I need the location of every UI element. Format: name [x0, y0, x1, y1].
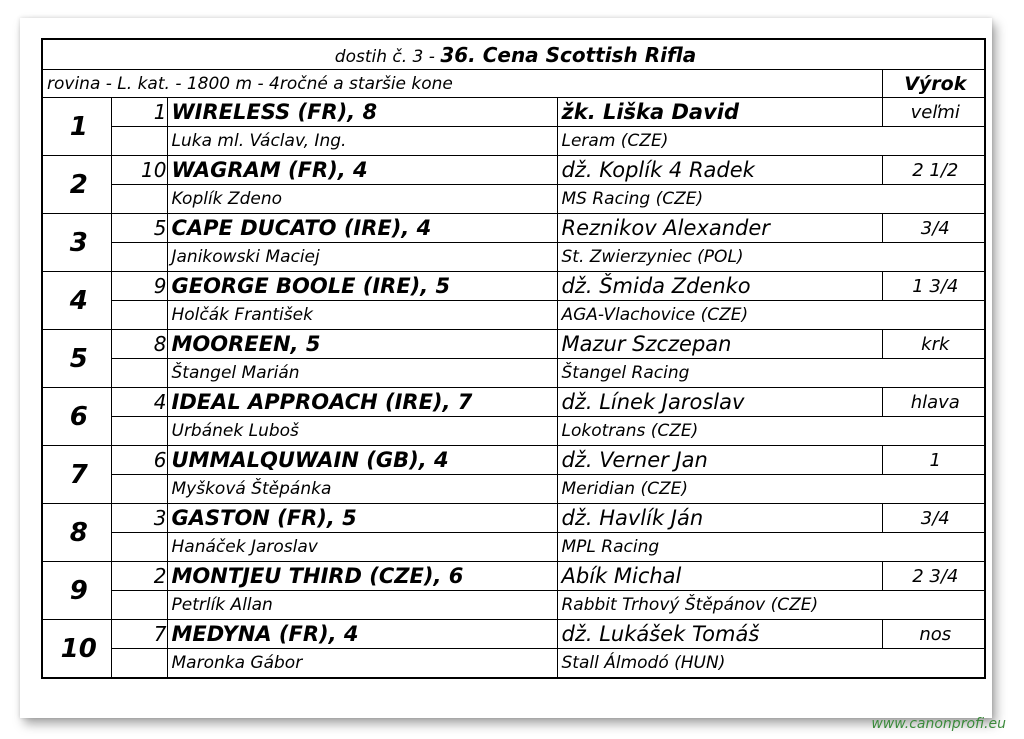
- place-cell: 6: [42, 388, 111, 446]
- number-blank: [111, 359, 167, 388]
- trainer-name: Maronka Gábor: [167, 649, 557, 679]
- start-number: 5: [111, 214, 167, 243]
- result-subrow: [42, 591, 985, 620]
- margin-cell: nos: [882, 620, 985, 649]
- result-row: [42, 620, 985, 649]
- result-subrow: [42, 649, 985, 679]
- margin-cell: veľmi: [882, 98, 985, 127]
- start-number: 10: [111, 156, 167, 185]
- jockey-name: dž. Lukášek Tomáš: [557, 620, 882, 649]
- margin-cell: 2 3/4: [882, 562, 985, 591]
- race-prefix: dostih č. 3 -: [334, 46, 441, 67]
- owner-name: St. Zwierzyniec (POL): [557, 243, 985, 272]
- owner-name: Leram (CZE): [557, 127, 985, 156]
- jockey-name: dž. Koplík 4 Radek: [557, 156, 882, 185]
- result-row: [42, 562, 985, 591]
- trainer-name: Luka ml. Václav, Ing.: [167, 127, 557, 156]
- trainer-name: Myšková Štěpánka: [167, 475, 557, 504]
- horse-name: MONTJEU THIRD (CZE), 6: [167, 562, 557, 591]
- result-row: [42, 330, 985, 359]
- start-number: 1: [111, 98, 167, 127]
- owner-name: MPL Racing: [557, 533, 985, 562]
- horse-name: WIRELESS (FR), 8: [167, 98, 557, 127]
- place-cell: 9: [42, 562, 111, 620]
- margin-cell: 1 3/4: [882, 272, 985, 301]
- number-blank: [111, 185, 167, 214]
- result-subrow: [42, 533, 985, 562]
- result-row: [42, 156, 985, 185]
- trainer-name: Petrlík Allan: [167, 591, 557, 620]
- start-number: 8: [111, 330, 167, 359]
- start-number: 4: [111, 388, 167, 417]
- result-subrow: [42, 359, 985, 388]
- start-number: 3: [111, 504, 167, 533]
- result-subrow: [42, 185, 985, 214]
- trainer-name: Hanáček Jaroslav: [167, 533, 557, 562]
- margin-cell: 3/4: [882, 214, 985, 243]
- jockey-name: dž. Šmida Zdenko: [557, 272, 882, 301]
- margin-cell: hlava: [882, 388, 985, 417]
- place-cell: 8: [42, 504, 111, 562]
- margin-cell: 2 1/2: [882, 156, 985, 185]
- horse-name: MEDYNA (FR), 4: [167, 620, 557, 649]
- owner-name: Stall Álmodó (HUN): [557, 649, 985, 679]
- trainer-name: Holčák František: [167, 301, 557, 330]
- owner-name: Rabbit Trhový Štěpánov (CZE): [557, 591, 985, 620]
- race-name: 36. Cena Scottish Rifla: [440, 42, 697, 67]
- place-cell: 3: [42, 214, 111, 272]
- number-blank: [111, 591, 167, 620]
- number-blank: [111, 417, 167, 446]
- margin-cell: krk: [882, 330, 985, 359]
- horse-name: GASTON (FR), 5: [167, 504, 557, 533]
- place-cell: 5: [42, 330, 111, 388]
- owner-name: AGA-Vlachovice (CZE): [557, 301, 985, 330]
- number-blank: [111, 301, 167, 330]
- race-conditions-row: [42, 70, 985, 98]
- margin-header: Výrok: [882, 70, 985, 98]
- number-blank: [111, 243, 167, 272]
- jockey-name: dž. Verner Jan: [557, 446, 882, 475]
- race-title: [42, 39, 985, 70]
- place-cell: 4: [42, 272, 111, 330]
- result-subrow: [42, 475, 985, 504]
- jockey-name: Abík Michal: [557, 562, 882, 591]
- jockey-name: Reznikov Alexander: [557, 214, 882, 243]
- trainer-name: Urbánek Luboš: [167, 417, 557, 446]
- number-blank: [111, 127, 167, 156]
- start-number: 7: [111, 620, 167, 649]
- owner-name: Lokotrans (CZE): [557, 417, 985, 446]
- horse-name: GEORGE BOOLE (IRE), 5: [167, 272, 557, 301]
- number-blank: [111, 475, 167, 504]
- result-row: [42, 98, 985, 127]
- jockey-name: Mazur Szczepan: [557, 330, 882, 359]
- result-subrow: [42, 243, 985, 272]
- watermark: www.canonprofi.eu: [871, 716, 1006, 732]
- horse-name: CAPE DUCATO (IRE), 4: [167, 214, 557, 243]
- result-row: [42, 446, 985, 475]
- margin-cell: 3/4: [882, 504, 985, 533]
- result-row: [42, 388, 985, 417]
- result-subrow: [42, 127, 985, 156]
- jockey-name: žk. Liška David: [557, 98, 882, 127]
- horse-name: IDEAL APPROACH (IRE), 7: [167, 388, 557, 417]
- jockey-name: dž. Havlík Ján: [557, 504, 882, 533]
- start-number: 9: [111, 272, 167, 301]
- place-cell: 2: [42, 156, 111, 214]
- result-subrow: [42, 301, 985, 330]
- trainer-name: Koplík Zdeno: [167, 185, 557, 214]
- trainer-name: Štangel Marián: [167, 359, 557, 388]
- result-row: [42, 504, 985, 533]
- start-number: 2: [111, 562, 167, 591]
- place-cell: 10: [42, 620, 111, 679]
- result-row: [42, 272, 985, 301]
- trainer-name: Janikowski Maciej: [167, 243, 557, 272]
- owner-name: Štangel Racing: [557, 359, 985, 388]
- race-conditions: rovina - L. kat. - 1800 m - 4ročné a staršie kone: [42, 70, 882, 98]
- result-subrow: [42, 417, 985, 446]
- jockey-name: dž. Línek Jaroslav: [557, 388, 882, 417]
- start-number: 6: [111, 446, 167, 475]
- owner-name: Meridian (CZE): [557, 475, 985, 504]
- results-table: [41, 38, 986, 679]
- place-cell: 1: [42, 98, 111, 156]
- race-title-row: [42, 39, 985, 70]
- horse-name: MOOREEN, 5: [167, 330, 557, 359]
- place-cell: 7: [42, 446, 111, 504]
- number-blank: [111, 533, 167, 562]
- number-blank: [111, 649, 167, 679]
- horse-name: WAGRAM (FR), 4: [167, 156, 557, 185]
- result-row: [42, 214, 985, 243]
- horse-name: UMMALQUWAIN (GB), 4: [167, 446, 557, 475]
- margin-cell: 1: [882, 446, 985, 475]
- owner-name: MS Racing (CZE): [557, 185, 985, 214]
